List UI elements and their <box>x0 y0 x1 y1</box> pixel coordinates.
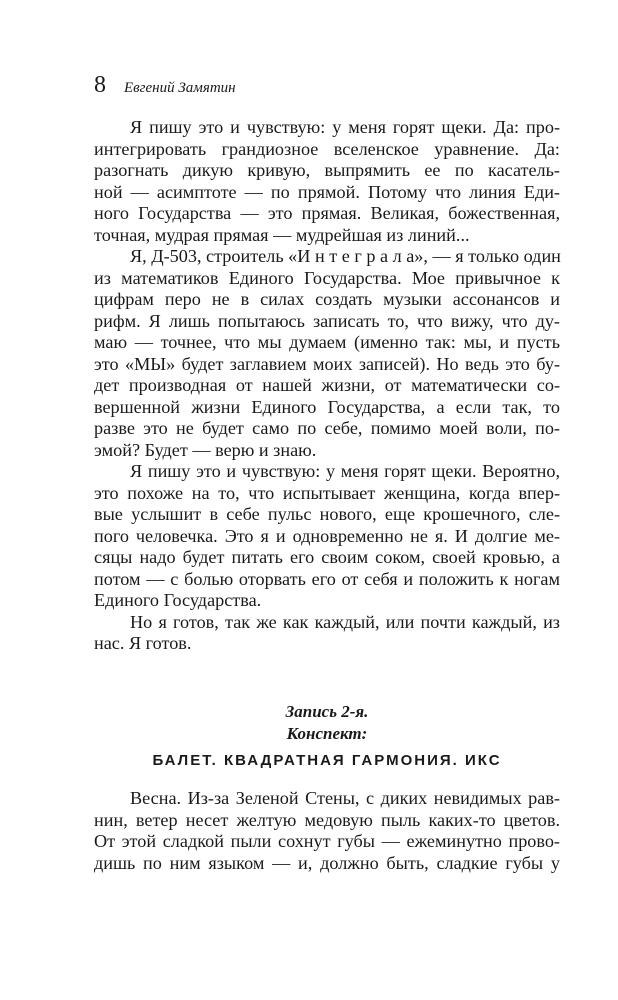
body-text-section-1 <box>94 117 560 655</box>
text-line: нин, ветер несет желтую медовую пыль каких-то цветов. <box>94 809 560 830</box>
text-line: разве это не будет само по себе, помимо моей воли, по- <box>94 418 560 438</box>
paragraph <box>94 612 560 655</box>
text-line: сяцы надо будет питать его своим соком, своей кровью, а <box>94 547 560 567</box>
text-line: дишь по ним языком — и, должно быть, сладкие губы у <box>94 852 560 873</box>
text-line: эмой? Будет — верю и знаю. <box>94 439 317 460</box>
text-line: дет производная от нашей жизни, от математически со- <box>94 375 560 395</box>
entry-subtitle: Конспект: <box>286 723 368 743</box>
text-line: это похоже на то, что испытывает женщина, когда впер- <box>94 482 560 503</box>
text-line: Я пишу это и чувствую: у меня горят щеки. Вероятно, <box>130 461 560 481</box>
text-line: маю — точнее, что мы думаем (именно так: мы, и пусть <box>94 332 560 352</box>
text-line: из математиков Единого Государства. Мое привычное к <box>94 267 560 288</box>
text-line: Я, Д-503, строитель «И н т е г р а л а», — я только один <box>130 246 561 266</box>
text-line: Весна. Из-за Зеленой Стены, с диких невидимых рав- <box>130 788 560 808</box>
text-line: нас. Я готов. <box>94 633 192 653</box>
body-text-section-2 <box>94 788 560 874</box>
text-line: разогнать дикую кривую, выпрямить ее по касатель- <box>94 160 560 180</box>
text-line: пого человечка. Это я и одновременно не я. И долгие ме- <box>94 525 560 546</box>
entry-title: Запись 2-я. <box>285 702 369 721</box>
chapter-heading: БАЛЕТ. КВАДРАТНАЯ ГАРМОНИЯ. ИКС <box>152 752 502 769</box>
text-line: вершенной жизни Единого Государства, а если так, то <box>94 396 560 417</box>
page-header <box>94 72 236 99</box>
text-line: интегрировать грандиозное вселенское уравнение. Да: <box>94 138 560 159</box>
text-line: Но я готов, так же как каждый, или почти каждый, из <box>130 611 560 632</box>
paragraph <box>94 461 560 612</box>
text-line: Я пишу это и чувствую: у меня горят щеки. Да: про- <box>130 117 560 137</box>
entry-heading <box>94 701 560 744</box>
text-line: ной — асимптоте — по прямой. Потому что линия Еди- <box>94 181 560 202</box>
paragraph <box>94 788 560 874</box>
text-line: цифрам перо не в силах создать музыки ассонансов и <box>94 289 560 309</box>
text-line: точная, мудрая прямая — мудрейшая из линий... <box>94 224 470 245</box>
text-line: рифм. Я лишь попытаюсь записать то, что вижу, что ду- <box>94 310 560 331</box>
text-line: потом — с болью оторвать его от себя и положить к ногам <box>94 568 560 589</box>
paragraph <box>94 117 560 246</box>
text-line: Единого Государства. <box>94 590 262 610</box>
running-title: Евгений Замятин <box>124 80 236 96</box>
page-number: 8 <box>94 72 106 98</box>
paragraph <box>94 246 560 461</box>
text-line: вые услышит в себе пульс нового, еще крошечного, сле- <box>94 504 560 524</box>
text-line: это «МЫ» будет заглавием моих записей). Но ведь это бу- <box>94 353 560 374</box>
text-line: От этой сладкой пыли сохнут губы — ежеминутно прово- <box>94 831 560 851</box>
text-line: ного Государства — это прямая. Великая, божественная, <box>94 203 560 223</box>
